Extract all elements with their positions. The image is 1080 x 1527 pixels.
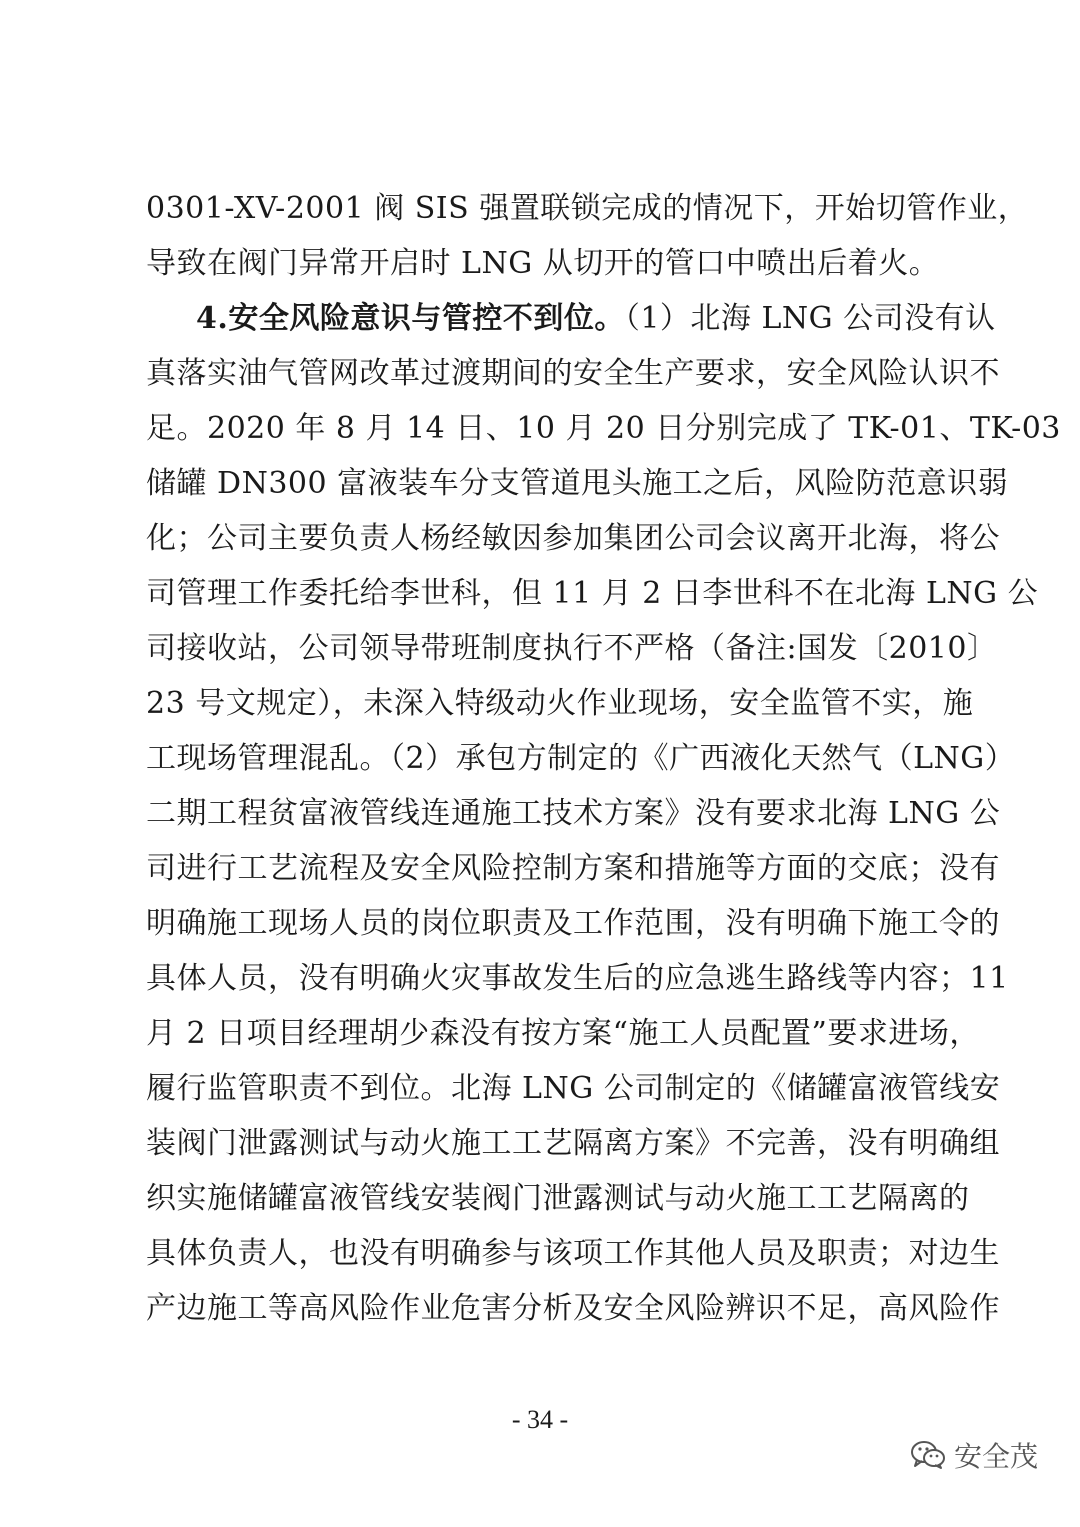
text-line: 0301-XV-2001 阀 SIS 强置联锁完成的情况下，开始切管作业， <box>146 191 1029 226</box>
page-number: - 34 - <box>511 1405 569 1434</box>
text-line: 月 2 日项目经理胡少森没有按方案“施工人员配置”要求进场， <box>146 1016 980 1051</box>
section-heading-line <box>146 291 996 346</box>
text-line: 装阀门泄露测试与动火施工工艺隔离方案》不完善，没有明确组 <box>146 1126 1000 1161</box>
watermark-text: 安全茂 <box>953 1440 1038 1473</box>
text-line: 足。2020 年 8 月 14 日、10 月 20 日分别完成了 TK-01、TK-03 <box>146 411 1061 446</box>
text-line: 织实施储罐富液管线安装阀门泄露测试与动火施工工艺隔离的 <box>146 1181 970 1216</box>
wechat-icon <box>910 1440 946 1470</box>
document-body <box>146 181 1061 1336</box>
text-line: 司进行工艺流程及安全风险控制方案和措施等方面的交底；没有 <box>146 851 1000 886</box>
text-line: 产边施工等高风险作业危害分析及安全风险辨识不足，高风险作 <box>146 1291 1000 1326</box>
text-line: 履行监管职责不到位。北海 LNG 公司制定的《储罐富液管线安 <box>146 1071 1001 1106</box>
text-line: 化；公司主要负责人杨经敏因参加集团公司会议离开北海，将公 <box>146 521 1000 556</box>
text-line: 明确施工现场人员的岗位职责及工作范围，没有明确下施工令的 <box>146 906 1000 941</box>
text-line: 司接收站，公司领导带班制度执行不严格（备注:国发〔2010〕 <box>146 631 998 666</box>
text-line: 二期工程贫富液管线连通施工技术方案》没有要求北海 LNG 公 <box>146 796 1001 831</box>
watermark <box>910 1435 1038 1475</box>
text-line: 23 号文规定），未深入特级动火作业现场，安全监管不实，施 <box>146 686 974 721</box>
text-line: 导致在阀门异常开启时 LNG 从切开的管口中喷出后着火。 <box>146 246 940 281</box>
text-line: （1）北海 LNG 公司没有认 <box>624 301 996 336</box>
text-line: 工现场管理混乱。（2）承包方制定的《广西液化天然气（LNG） <box>146 741 1016 776</box>
text-line: 储罐 DN300 富液装车分支管道甩头施工之后，风险防范意识弱 <box>146 466 1009 501</box>
text-line: 司管理工作委托给李世科，但 11 月 2 日李世科不在北海 LNG 公 <box>146 576 1039 611</box>
text-line: 具体人员，没有明确火灾事故发生后的应急逃生路线等内容；11 <box>146 961 1009 996</box>
text-line: 具体负责人，也没有明确参与该项工作其他人员及职责；对边生 <box>146 1236 1000 1271</box>
text-line: 真落实油气管网改革过渡期间的安全生产要求，安全风险认识不 <box>146 356 1000 391</box>
section-heading: 4.安全风险意识与管控不到位。 <box>196 301 625 336</box>
